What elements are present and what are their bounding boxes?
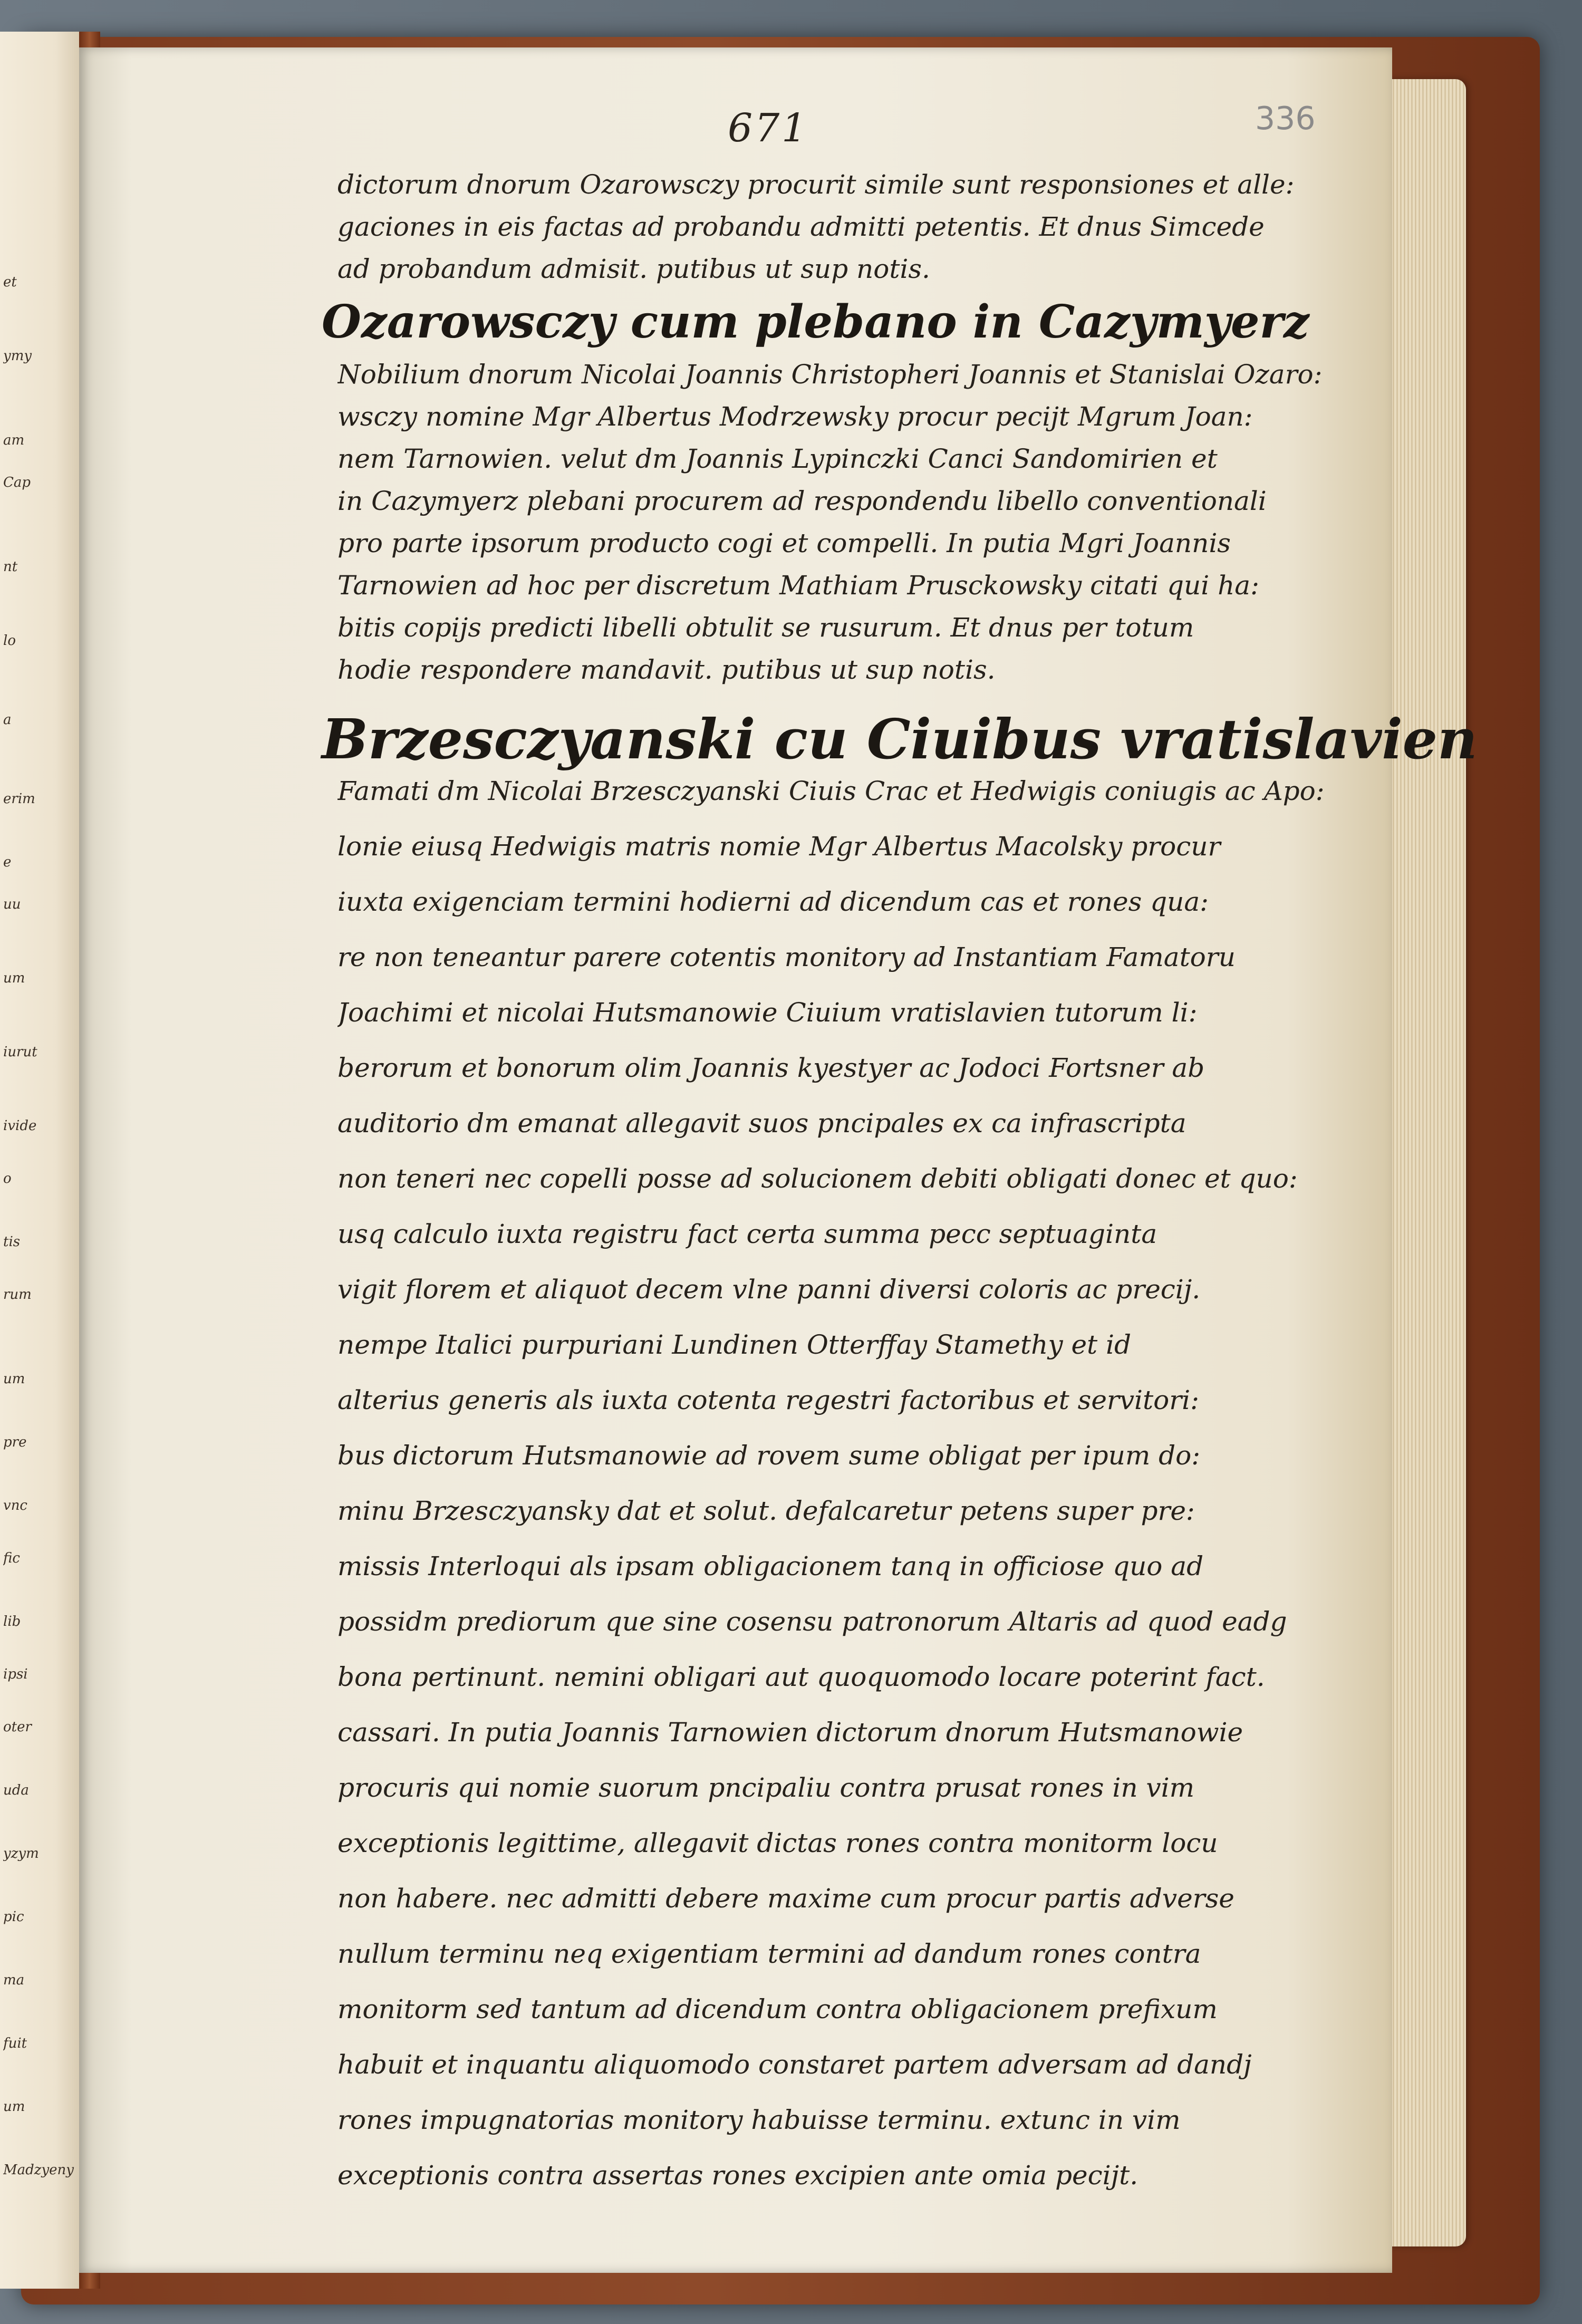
text-line: procuris qui nomie suorum pncipaliu contra prusat rones in vim bbox=[337, 1772, 1195, 1803]
text-line: gaciones in eis factas ad probandu admitti petentis. Et dnus Simcede bbox=[337, 211, 1265, 242]
text-line: vigit florem et aliquot decem vlne panni diversi coloris ac precij. bbox=[337, 1274, 1201, 1305]
text-line: wsczy nomine Mgr Albertus Modrzewsky procur pecijt Mgrum Joan: bbox=[337, 401, 1253, 432]
entry-heading: Brzesczyanski cu Ciuibus vratislavien bbox=[322, 707, 1478, 772]
text-line: re non teneantur parere cotentis monitory ad Instantiam Famatoru bbox=[337, 942, 1236, 972]
text-line: missis Interloqui als ipsam obligacionem tanq in officiose quo ad bbox=[337, 1551, 1204, 1582]
left-fragment: oter bbox=[3, 1719, 32, 1735]
text-line: auditorio dm emanat allegavit suos pncipales ex ca infrascripta bbox=[337, 1108, 1186, 1139]
left-fragment: fic bbox=[3, 1550, 20, 1566]
text-line: Famati dm Nicolai Brzesczyanski Ciuis Crac et Hedwigis coniugis ac Apo: bbox=[337, 776, 1325, 806]
text-line: habuit et inquantu aliquomodo constaret partem adversam ad dandj bbox=[337, 2049, 1252, 2080]
left-fragment: ipsi bbox=[3, 1666, 28, 1682]
text-line: hodie respondere mandavit. putibus ut sup notis. bbox=[337, 654, 996, 685]
text-line: in Cazymyerz plebani procurem ad respondendu libello conventionali bbox=[337, 486, 1267, 516]
left-fragment: lib bbox=[3, 1614, 21, 1629]
text-line: possidm prediorum que sine cosensu patronorum Altaris ad quod eadg bbox=[337, 1606, 1287, 1637]
text-line: dictorum dnorum Ozarowsczy procurit simile sunt responsiones et alle: bbox=[337, 169, 1295, 200]
left-fragment: uda bbox=[3, 1782, 29, 1798]
left-fragment: fuit bbox=[3, 2036, 27, 2051]
text-line: nullum terminu neq exigentiam termini ad dandum rones contra bbox=[337, 1939, 1201, 1969]
text-line: Joachimi et nicolai Hutsmanowie Ciuium vratislavien tutorum li: bbox=[337, 997, 1198, 1028]
folio-number: 671 bbox=[728, 105, 809, 151]
left-facing-page bbox=[0, 32, 82, 2289]
text-line: cassari. In putia Joannis Tarnowien dictorum dnorum Hutsmanowie bbox=[337, 1717, 1243, 1748]
text-line: nem Tarnowien. velut dm Joannis Lypinczki Canci Sandomirien et bbox=[337, 443, 1218, 474]
text-line: berorum et bonorum olim Joannis kyestyer ac Jodoci Fortsner ab bbox=[337, 1053, 1205, 1083]
entry-heading: Ozarowsczy cum plebano in Cazymyerz bbox=[322, 295, 1309, 349]
left-fragment: vnc bbox=[3, 1498, 27, 1513]
left-fragment: e bbox=[3, 854, 12, 870]
text-line: alterius generis als iuxta cotenta regestri factoribus et servitori: bbox=[337, 1385, 1199, 1415]
text-line: minu Brzesczyansky dat et solut. defalcaretur petens super pre: bbox=[337, 1496, 1195, 1526]
left-fragment: iurut bbox=[3, 1044, 37, 1060]
text-line: nempe Italici purpuriani Lundinen Otterffay Stamethy et id bbox=[337, 1329, 1132, 1360]
page-edges bbox=[1387, 79, 1466, 2246]
left-fragment: um bbox=[3, 1371, 25, 1387]
left-fragment: o bbox=[3, 1171, 12, 1187]
left-fragment: a bbox=[3, 712, 12, 728]
left-fragment: uu bbox=[3, 896, 21, 912]
left-fragment: lo bbox=[3, 633, 16, 649]
left-fragment: tis bbox=[3, 1234, 21, 1250]
left-fragment: nt bbox=[3, 559, 18, 575]
left-fragment: Madzyeny bbox=[3, 2162, 74, 2178]
text-line: Nobilium dnorum Nicolai Joannis Christopheri Joannis et Stanislai Ozaro: bbox=[337, 359, 1323, 390]
left-fragment: pre bbox=[3, 1434, 27, 1450]
text-line: non habere. nec admitti debere maxime cum procur partis adverse bbox=[337, 1883, 1234, 1914]
left-fragment: um bbox=[3, 2099, 25, 2115]
left-fragment: Cap bbox=[3, 475, 31, 490]
text-line: exceptionis contra assertas rones excipien ante omia pecijt. bbox=[337, 2160, 1139, 2191]
left-fragment: erim bbox=[3, 791, 35, 807]
text-line: bona pertinunt. nemini obligari aut quoquomodo locare poterint fact. bbox=[337, 1662, 1265, 1692]
text-line: monitorm sed tantum ad dicendum contra obligacionem prefixum bbox=[337, 1994, 1218, 2024]
text-line: non teneri nec copelli posse ad solucionem debiti obligati donec et quo: bbox=[337, 1163, 1298, 1194]
text-line: bitis copijs predicti libelli obtulit se rusurum. Et dnus per totum bbox=[337, 612, 1194, 643]
left-fragment: et bbox=[3, 274, 17, 290]
left-fragment: am bbox=[3, 432, 25, 448]
left-fragment: rum bbox=[3, 1287, 32, 1303]
text-line: usq calculo iuxta registru fact certa summa pecc septuaginta bbox=[337, 1219, 1157, 1249]
left-fragment: ma bbox=[3, 1972, 25, 1988]
left-fragment: yzym bbox=[3, 1846, 39, 1862]
left-fragment: ivide bbox=[3, 1118, 37, 1134]
text-line: rones impugnatorias monitory habuisse terminu. extunc in vim bbox=[337, 2105, 1181, 2135]
pencil-folio-number: 336 bbox=[1255, 100, 1316, 137]
text-line: iuxta exigenciam termini hodierni ad dicendum cas et rones qua: bbox=[337, 886, 1209, 917]
text-line: bus dictorum Hutsmanowie ad rovem sume obligat per ipum do: bbox=[337, 1440, 1201, 1471]
left-fragment: um bbox=[3, 970, 25, 986]
text-line: pro parte ipsorum producto cogi et compelli. In putia Mgri Joannis bbox=[337, 528, 1231, 558]
left-fragment: pic bbox=[3, 1909, 24, 1925]
text-line: ad probandum admisit. putibus ut sup notis. bbox=[337, 254, 930, 284]
left-fragment: ymy bbox=[3, 348, 32, 364]
text-line: Tarnowien ad hoc per discretum Mathiam Prusckowsky citati qui ha: bbox=[337, 570, 1259, 601]
text-line: exceptionis legittime, allegavit dictas rones contra monitorm locu bbox=[337, 1828, 1218, 1858]
text-line: lonie eiusq Hedwigis matris nomie Mgr Albertus Macolsky procur bbox=[337, 831, 1221, 862]
